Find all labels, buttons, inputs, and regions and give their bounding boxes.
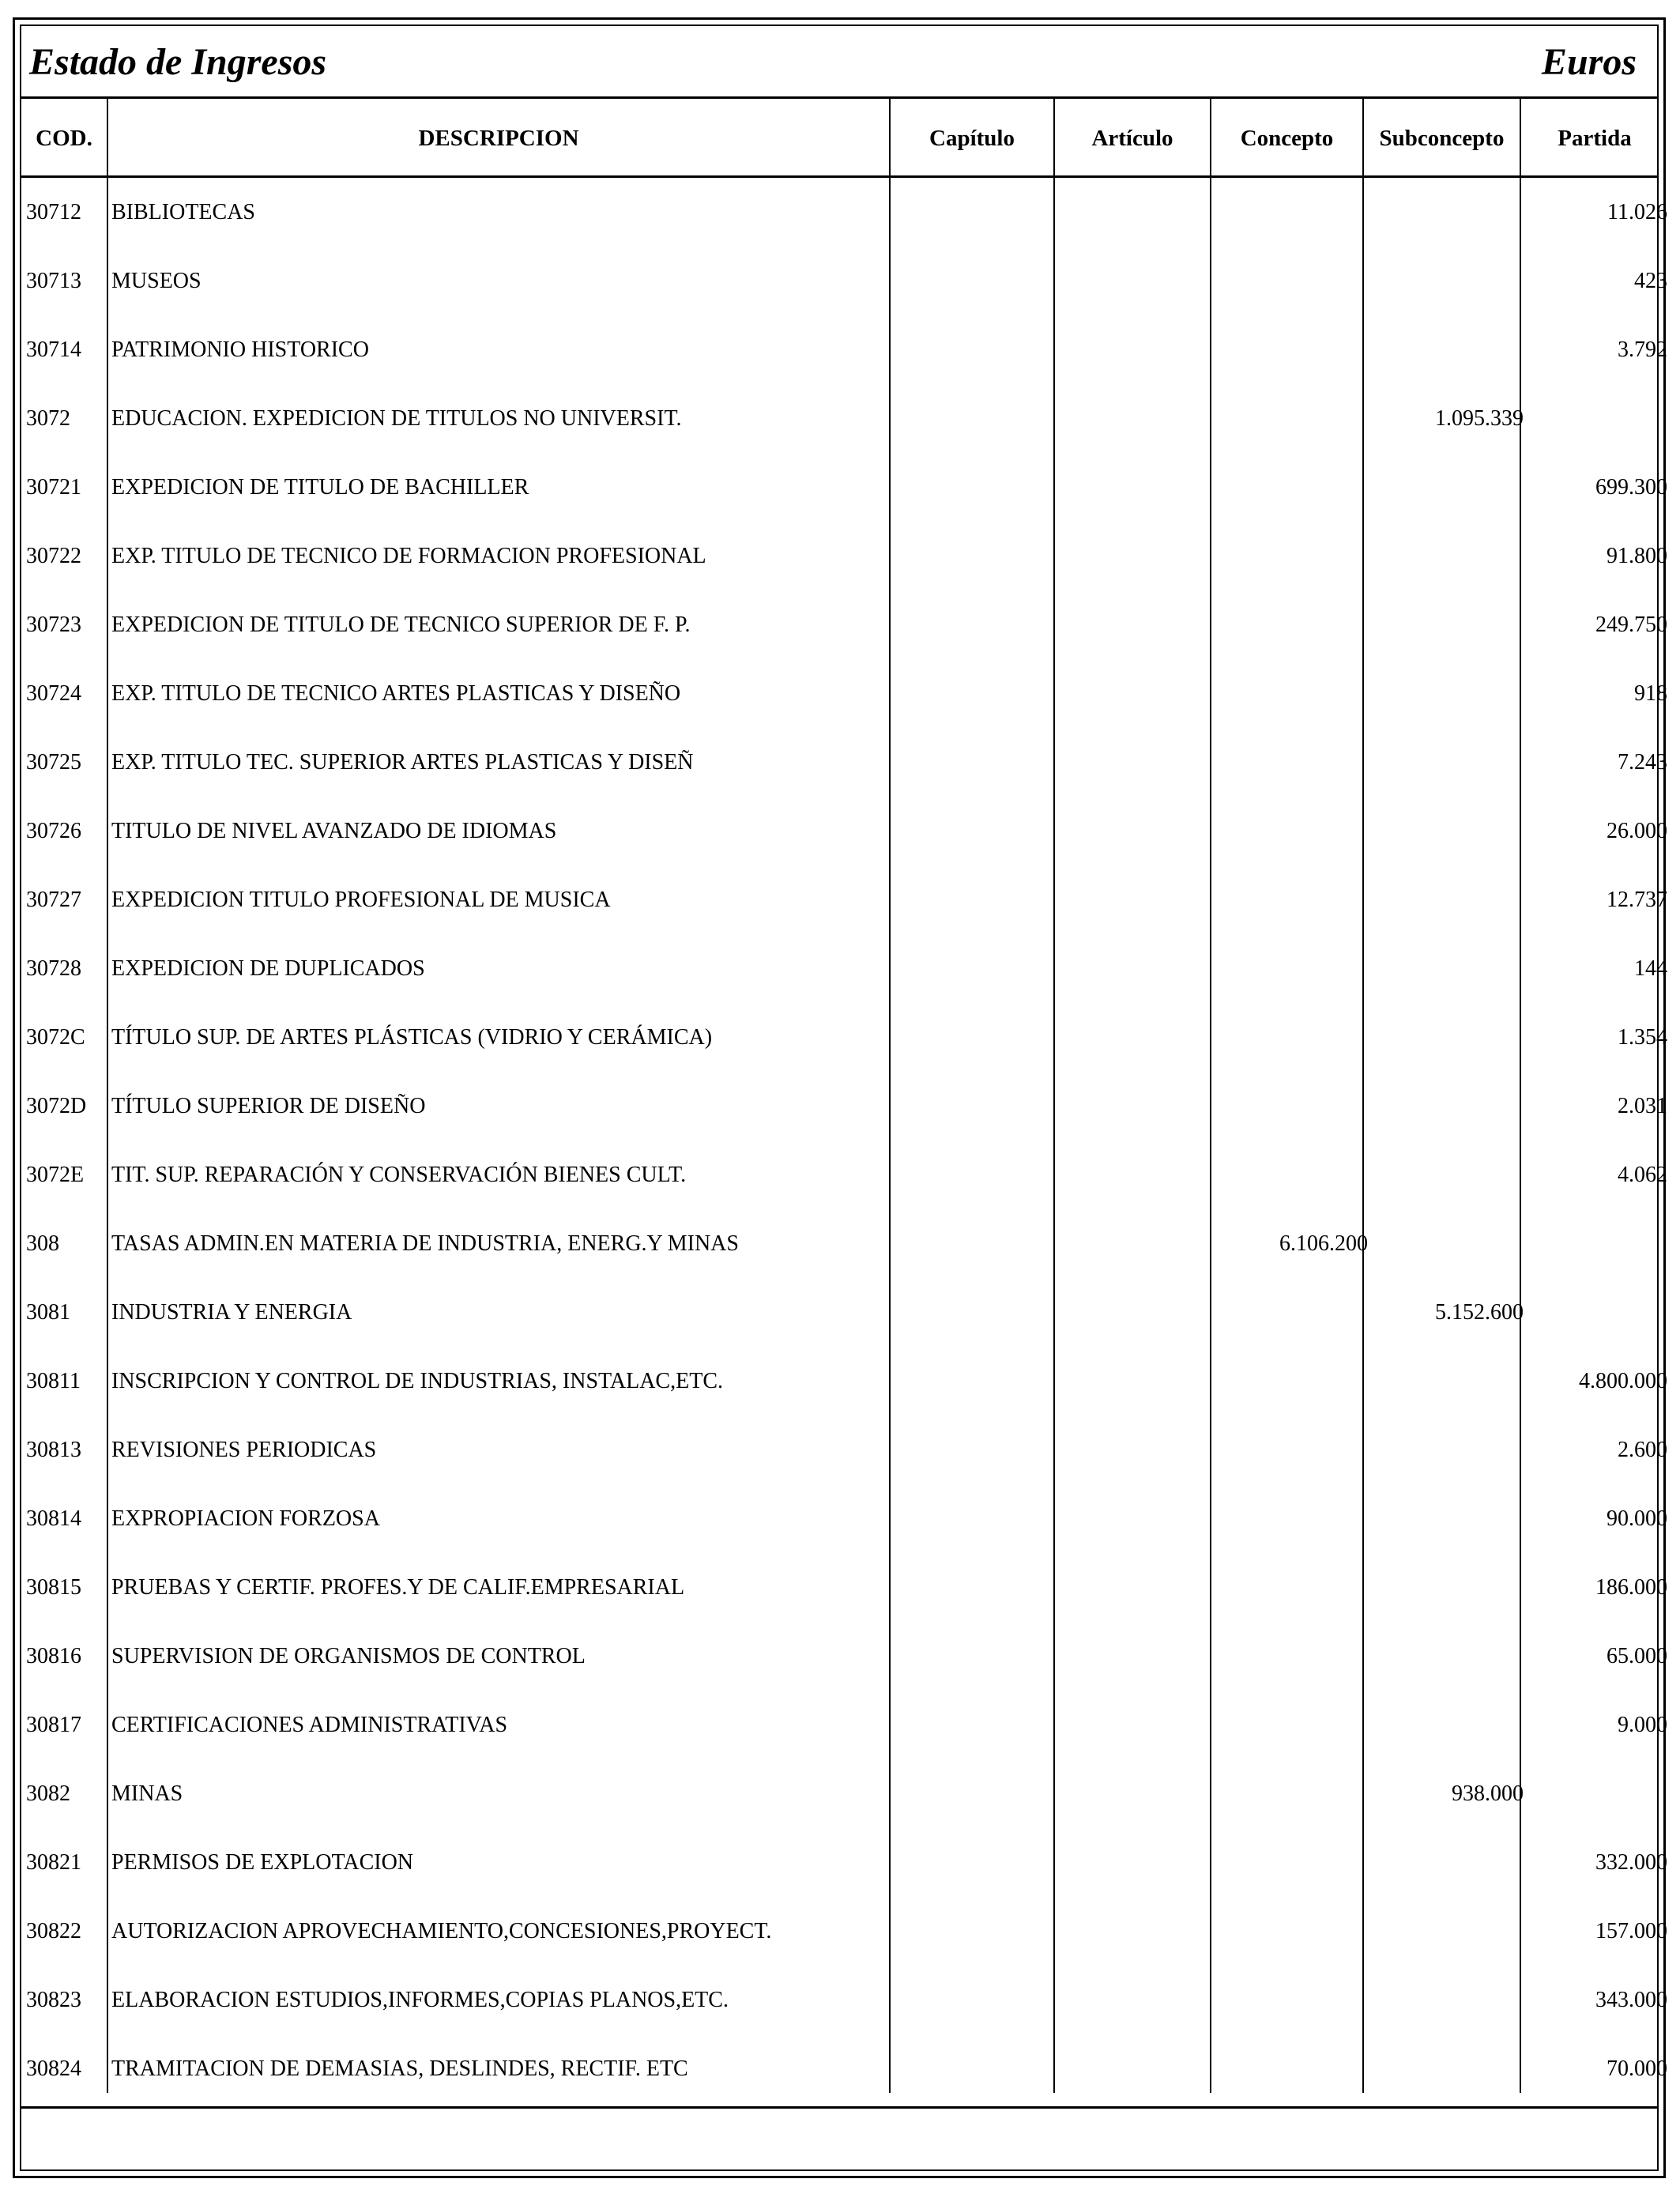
- row-subconcepto: [1369, 1347, 1524, 1416]
- row-partida: 157.000: [1595, 1919, 1667, 1943]
- table-row: [21, 1416, 1667, 1484]
- row-subconcepto: [1369, 1003, 1524, 1072]
- row-descripcion: INDUSTRIA Y ENERGIA: [111, 1300, 352, 1325]
- row-subconcepto: [1369, 1828, 1524, 1897]
- header-concepto: Concepto: [1240, 125, 1334, 151]
- page-frame: [13, 17, 1666, 2178]
- row-cod: 30713: [26, 269, 81, 293]
- row-descripcion: AUTORIZACION APROVECHAMIENTO,CONCESIONES,PROYECT.: [111, 1919, 772, 1943]
- row-cod: 3072C: [26, 1025, 85, 1050]
- row-subconcepto: [1369, 865, 1524, 934]
- row-cod: 30816: [26, 1644, 81, 1668]
- row-descripcion: CERTIFICACIONES ADMINISTRATIVAS: [111, 1713, 508, 1737]
- row-partida: 918: [1634, 681, 1667, 706]
- row-partida: 4.800.000: [1579, 1369, 1667, 1393]
- table-row: [21, 728, 1667, 797]
- row-cod: 30727: [26, 888, 81, 912]
- row-cod: 30724: [26, 681, 81, 706]
- row-partida: 3.792: [1618, 337, 1667, 362]
- row-concepto: [1218, 1484, 1368, 1553]
- row-concepto: [1218, 384, 1368, 453]
- table-row: [21, 315, 1667, 384]
- row-concepto: [1218, 1897, 1368, 1966]
- row-concepto: [1218, 797, 1368, 865]
- row-cod: 30814: [26, 1506, 81, 1531]
- row-concepto: [1218, 1072, 1368, 1140]
- row-cod: 30823: [26, 1988, 81, 2012]
- row-concepto: [1218, 1553, 1368, 1622]
- row-subconcepto: [1369, 1484, 1524, 1553]
- row-cod: 30815: [26, 1575, 81, 1600]
- row-partida: 2.031: [1618, 1094, 1667, 1118]
- row-descripcion: TÍTULO SUPERIOR DE DISEÑO: [111, 1094, 426, 1118]
- row-concepto: [1218, 1278, 1368, 1347]
- table-header: [21, 99, 1657, 178]
- row-cod: 30824: [26, 2056, 81, 2081]
- table-row: [21, 1003, 1667, 1072]
- currency-label: Euros: [1541, 41, 1637, 83]
- row-concepto: [1218, 1140, 1368, 1209]
- row-subconcepto: [1369, 659, 1524, 728]
- header-subconcepto: Subconcepto: [1379, 125, 1505, 151]
- row-descripcion: INSCRIPCION Y CONTROL DE INDUSTRIAS, INSTALAC,ETC.: [111, 1369, 723, 1393]
- table-row: [21, 1622, 1667, 1691]
- row-descripcion: EXPEDICION TITULO PROFESIONAL DE MUSICA: [111, 888, 611, 912]
- row-concepto: [1218, 178, 1368, 247]
- row-concepto: [1218, 1003, 1368, 1072]
- row-partida: 1.354: [1618, 1025, 1667, 1050]
- row-concepto: [1218, 315, 1368, 384]
- row-partida: [1525, 1278, 1667, 1347]
- row-concepto: [1218, 1828, 1368, 1897]
- row-partida: 12.737: [1607, 888, 1667, 912]
- table-row: [21, 1828, 1667, 1897]
- table-row: [21, 1966, 1667, 2034]
- row-subconcepto: [1369, 728, 1524, 797]
- table-row: [21, 522, 1667, 590]
- header-articulo: Artículo: [1091, 125, 1173, 151]
- row-descripcion: EXP. TITULO DE TECNICO DE FORMACION PROFESIONAL: [111, 544, 706, 568]
- row-concepto: [1218, 590, 1368, 659]
- table-row: [21, 590, 1667, 659]
- row-partida: 65.000: [1607, 1644, 1667, 1668]
- income-table: [21, 99, 1667, 2093]
- table-row: [21, 453, 1667, 522]
- row-cod: 308: [26, 1231, 59, 1256]
- row-concepto: [1218, 934, 1368, 1003]
- table-row: [21, 1897, 1667, 1966]
- row-descripcion: PRUEBAS Y CERTIF. PROFES.Y DE CALIF.EMPRESARIAL: [111, 1575, 685, 1600]
- row-cod: 3072D: [26, 1094, 87, 1118]
- row-descripcion: REVISIONES PERIODICAS: [111, 1438, 377, 1462]
- table-row: [21, 247, 1667, 315]
- row-descripcion: TASAS ADMIN.EN MATERIA DE INDUSTRIA, ENERG.Y MINAS: [111, 1231, 739, 1256]
- row-cod: 30726: [26, 819, 81, 843]
- row-descripcion: EXPEDICION DE DUPLICADOS: [111, 956, 425, 981]
- row-subconcepto: [1369, 247, 1524, 315]
- row-concepto: [1218, 522, 1368, 590]
- page-title: Estado de Ingresos: [29, 41, 327, 83]
- table-row: [21, 1759, 1657, 1828]
- row-cod: 30714: [26, 337, 81, 362]
- title-bar: [21, 26, 1657, 99]
- row-cod: 30811: [26, 1369, 81, 1393]
- row-partida: 26.000: [1607, 819, 1667, 843]
- row-subconcepto: [1369, 1140, 1524, 1209]
- row-subconcepto: [1369, 453, 1524, 522]
- row-descripcion: TITULO DE NIVEL AVANZADO DE IDIOMAS: [111, 819, 557, 843]
- row-cod: 3072: [26, 406, 70, 431]
- row-subconcepto: [1369, 1691, 1524, 1759]
- row-descripcion: EXPEDICION DE TITULO DE BACHILLER: [111, 475, 529, 499]
- table-row: [21, 1072, 1667, 1140]
- table-row: [21, 178, 1667, 247]
- table-row: [21, 1484, 1667, 1553]
- row-descripcion: EXPEDICION DE TITULO DE TECNICO SUPERIOR DE F. P.: [111, 613, 691, 637]
- table-row: [21, 1278, 1657, 1347]
- table-row: [21, 1140, 1667, 1209]
- row-cod: 3081: [26, 1300, 70, 1325]
- row-cod: 30821: [26, 1850, 81, 1875]
- row-subconcepto: [1369, 315, 1524, 384]
- header-descripcion: DESCRIPCION: [418, 125, 579, 151]
- row-concepto: [1218, 1347, 1368, 1416]
- row-descripcion: MINAS: [111, 1781, 183, 1806]
- row-subconcepto: [1369, 1209, 1524, 1278]
- row-concepto: [1218, 453, 1368, 522]
- row-cod: 30725: [26, 750, 81, 775]
- row-descripcion: TÍTULO SUP. DE ARTES PLÁSTICAS (VIDRIO Y CERÁMICA): [111, 1025, 713, 1050]
- table-footer: [21, 2106, 1657, 2169]
- table-row: [21, 1209, 1657, 1278]
- row-concepto: [1218, 1759, 1368, 1828]
- row-subconcepto: [1369, 934, 1524, 1003]
- row-subconcepto: [1369, 1416, 1524, 1484]
- row-partida: 249.750: [1595, 613, 1667, 637]
- row-subconcepto: [1369, 1072, 1524, 1140]
- row-cod: 30712: [26, 200, 81, 224]
- row-subconcepto: [1369, 178, 1524, 247]
- row-cod: 30822: [26, 1919, 81, 1943]
- table-row: [21, 865, 1667, 934]
- row-subconcepto: [1369, 590, 1524, 659]
- row-subconcepto: [1369, 1966, 1524, 2034]
- table-row: [21, 1347, 1667, 1416]
- row-cod: 30722: [26, 544, 81, 568]
- table-row: [21, 1691, 1667, 1759]
- row-subconcepto: [1369, 1897, 1524, 1966]
- row-cod: 30817: [26, 1713, 81, 1737]
- table-row: [21, 934, 1667, 1003]
- row-subconcepto: [1369, 2034, 1524, 2103]
- row-partida: 332.000: [1595, 1850, 1667, 1875]
- row-cod: 30813: [26, 1438, 81, 1462]
- row-partida: 343.000: [1595, 1988, 1667, 2012]
- row-descripcion: EDUCACION. EXPEDICION DE TITULOS NO UNIVERSIT.: [111, 406, 682, 431]
- row-subconcepto: [1369, 522, 1524, 590]
- row-concepto: [1218, 247, 1368, 315]
- row-descripcion: EXP. TITULO DE TECNICO ARTES PLASTICAS Y DISEÑO: [111, 681, 681, 706]
- row-descripcion: TIT. SUP. REPARACIÓN Y CONSERVACIÓN BIENES CULT.: [111, 1163, 687, 1187]
- row-partida: 186.000: [1595, 1575, 1667, 1600]
- row-partida: 91.800: [1607, 544, 1667, 568]
- row-subconcepto: 1.095.339: [1435, 406, 1524, 431]
- row-cod: 3072E: [26, 1163, 85, 1187]
- row-concepto: [1218, 865, 1368, 934]
- row-concepto: [1218, 1416, 1368, 1484]
- header-cod: COD.: [36, 125, 92, 151]
- row-cod: 30728: [26, 956, 81, 981]
- table-row: [21, 384, 1657, 453]
- row-concepto: [1218, 728, 1368, 797]
- row-partida: 144: [1634, 956, 1667, 981]
- row-partida: 2.600: [1618, 1438, 1667, 1462]
- row-partida: 11.026: [1607, 200, 1667, 224]
- row-subconcepto: 938.000: [1452, 1781, 1524, 1806]
- table-row: [21, 1553, 1667, 1622]
- row-partida: [1525, 1209, 1667, 1278]
- row-partida: 7.243: [1618, 750, 1667, 775]
- table-row: [21, 2034, 1667, 2103]
- header-capitulo: Capítulo: [929, 125, 1015, 151]
- row-subconcepto: [1369, 1622, 1524, 1691]
- row-concepto: [1218, 1966, 1368, 2034]
- row-descripcion: PERMISOS DE EXPLOTACION: [111, 1850, 414, 1875]
- document-border: [20, 25, 1667, 2171]
- row-subconcepto: [1369, 1553, 1524, 1622]
- table-row: [21, 797, 1667, 865]
- row-partida: 699.300: [1595, 475, 1667, 499]
- row-subconcepto: [1369, 797, 1524, 865]
- row-concepto: [1218, 659, 1368, 728]
- row-partida: 4.062: [1618, 1163, 1667, 1187]
- row-partida: [1525, 1759, 1667, 1828]
- row-partida: 70.000: [1607, 2056, 1667, 2081]
- row-descripcion: EXP. TITULO TEC. SUPERIOR ARTES PLASTICAS Y DISEÑ: [111, 750, 694, 775]
- row-partida: 90.000: [1607, 1506, 1667, 1531]
- row-descripcion: EXPROPIACION FORZOSA: [111, 1506, 380, 1531]
- row-concepto: [1218, 1622, 1368, 1691]
- row-descripcion: PATRIMONIO HISTORICO: [111, 337, 369, 362]
- row-partida: 423: [1634, 269, 1667, 293]
- row-concepto: 6.106.200: [1279, 1231, 1368, 1256]
- row-partida: [1525, 384, 1667, 453]
- row-descripcion: TRAMITACION DE DEMASIAS, DESLINDES, RECTIF. ETC: [111, 2056, 688, 2081]
- row-subconcepto: 5.152.600: [1435, 1300, 1524, 1325]
- row-cod: 30723: [26, 613, 81, 637]
- row-cod: 30721: [26, 475, 81, 499]
- row-descripcion: MUSEOS: [111, 269, 202, 293]
- row-partida: 9.000: [1618, 1713, 1667, 1737]
- row-descripcion: ELABORACION ESTUDIOS,INFORMES,COPIAS PLANOS,ETC.: [111, 1988, 729, 2012]
- row-concepto: [1218, 1691, 1368, 1759]
- header-partida: Partida: [1558, 125, 1632, 151]
- row-descripcion: BIBLIOTECAS: [111, 200, 255, 224]
- row-concepto: [1218, 2034, 1368, 2103]
- table-row: [21, 659, 1667, 728]
- row-cod: 3082: [26, 1781, 70, 1806]
- row-descripcion: SUPERVISION DE ORGANISMOS DE CONTROL: [111, 1644, 586, 1668]
